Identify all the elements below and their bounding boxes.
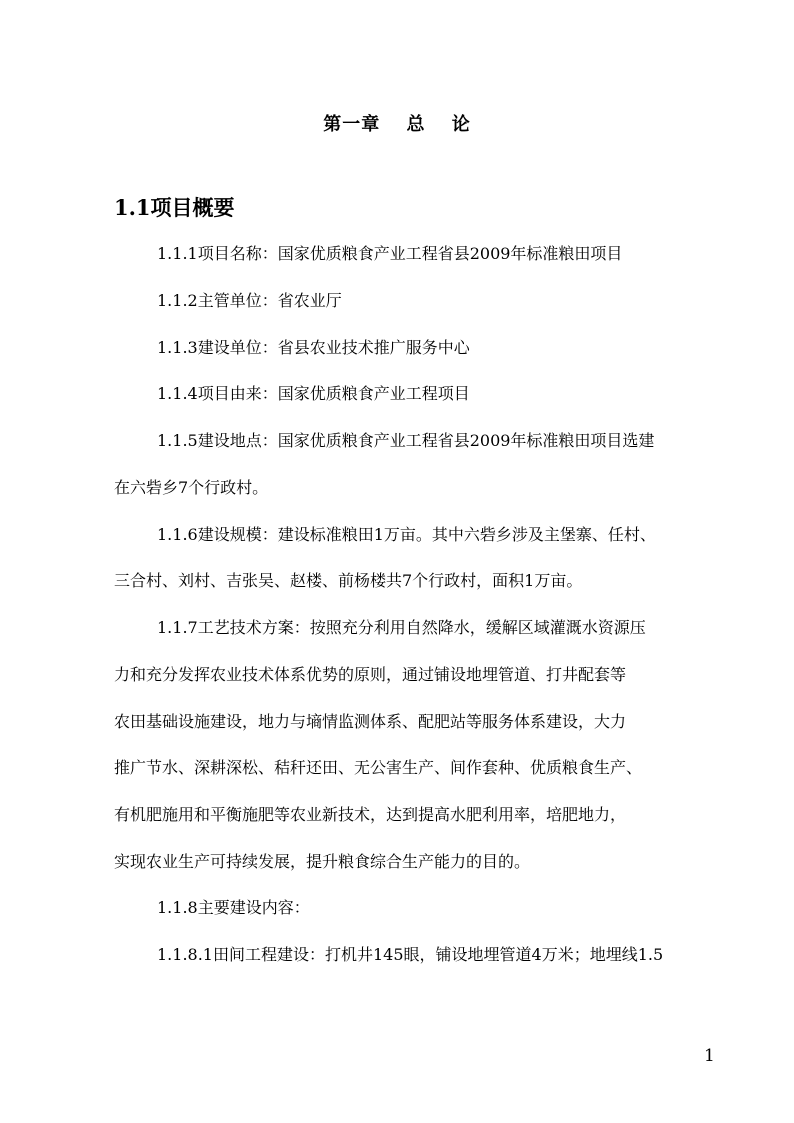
paragraph-line: 农田基础设施建设，地力与墒情监测体系、配肥站等服务体系建设，大力	[114, 712, 627, 731]
paragraph-line: 在六砦乡7个行政村。	[114, 478, 269, 497]
section-heading: 1.1项目概要	[114, 195, 235, 220]
paragraph-line: 力和充分发挥农业技术体系优势的原则，通过铺设地埋管道、打井配套等	[114, 665, 627, 684]
paragraph-line: 1.1.2主管单位：省农业厅	[157, 291, 342, 310]
paragraph-line: 1.1.6建设规模：建设标准粮田1万亩。其中六砦乡涉及主堡寨、任村、	[157, 525, 656, 544]
paragraph-line: 1.1.4项目由来：国家优质粮食产业工程项目	[157, 384, 470, 403]
paragraph-line: 有机肥施用和平衡施肥等农业新技术，达到提高水肥利用率，培肥地力，	[114, 805, 627, 824]
paragraph-line: 三合村、刘村、吉张吴、赵楼、前杨楼共7个行政村，面积1万亩。	[114, 571, 583, 590]
paragraph-line: 1.1.8主要建设内容：	[157, 898, 310, 917]
paragraph-line: 1.1.1项目名称：国家优质粮食产业工程省县2009年标准粮田项目	[157, 244, 623, 263]
paragraph-line: 1.1.5建设地点：国家优质粮食产业工程省县2009年标准粮田项目选建	[157, 431, 655, 450]
chapter-title: 第一章 总 论	[323, 114, 471, 135]
paragraph-line: 实现农业生产可持续发展，提升粮食综合生产能力的目的。	[114, 852, 531, 871]
paragraph-line: 1.1.8.1田间工程建设：打机井145眼，铺设地埋管道4万米；地埋线1.5	[157, 945, 664, 964]
paragraph-line: 1.1.3建设单位：省县农业技术推广服务中心	[157, 338, 470, 357]
paragraph-line: 推广节水、深耕深松、秸秆还田、无公害生产、间作套种、优质粮食生产、	[114, 758, 643, 777]
paragraph-line: 1.1.7工艺技术方案：按照充分利用自然降水，缓解区域灌溉水资源压	[157, 618, 646, 637]
page-number: 1	[704, 1046, 715, 1066]
